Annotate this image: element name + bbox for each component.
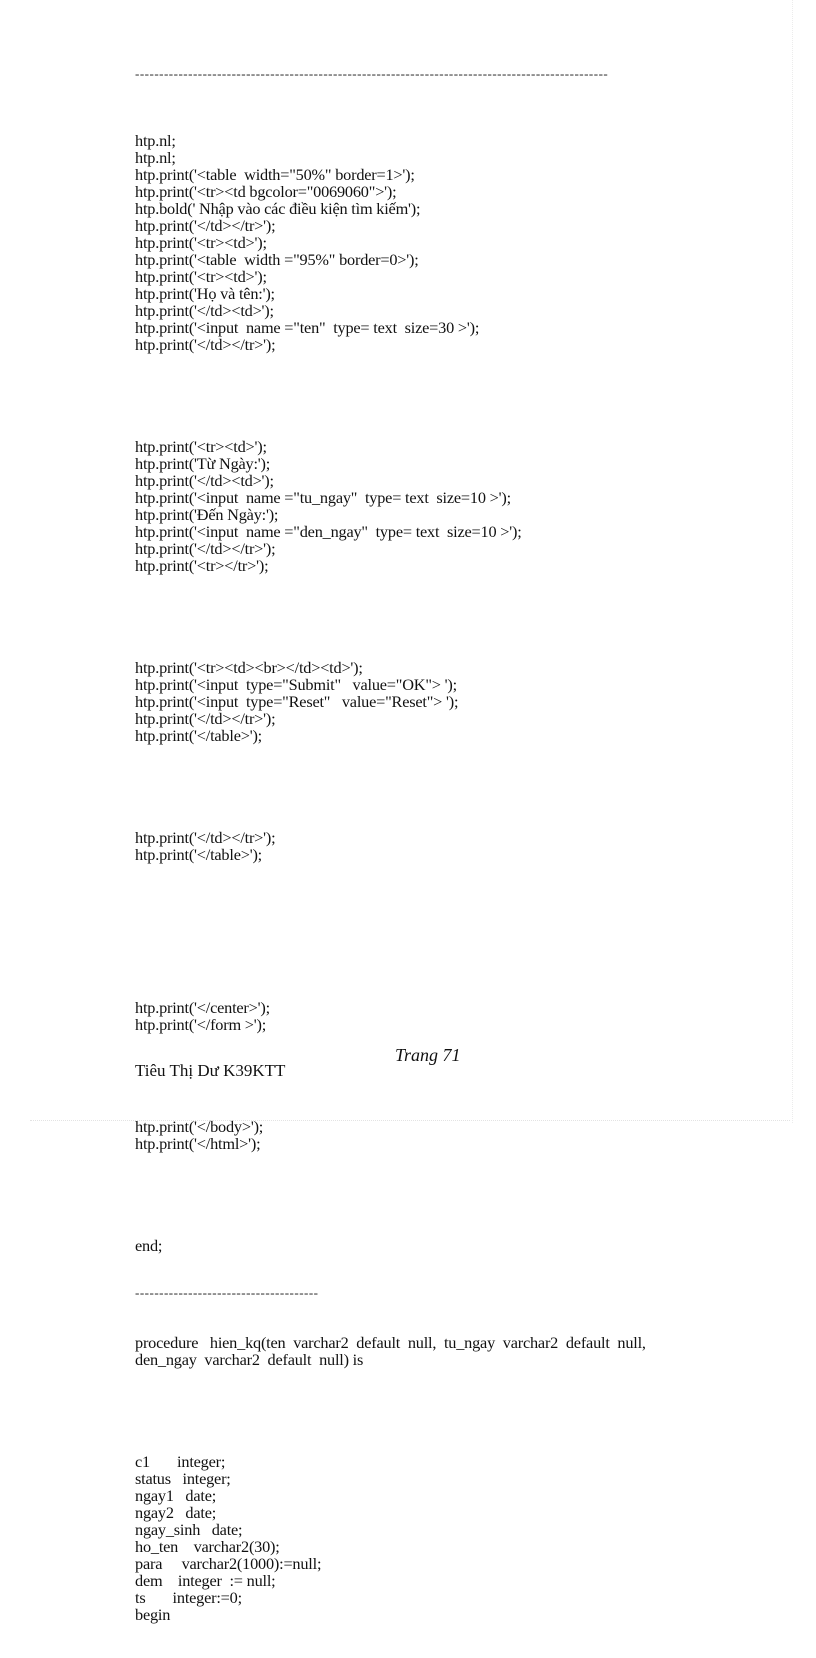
code-block-1: [135, 132, 755, 353]
code-line: procedure hien_kq(ten varchar2 default null, tu_ngay varchar2 default null,: [135, 1333, 646, 1352]
procedure-signature: [135, 1334, 755, 1368]
code-line: htp.print('<tr><td bgcolor="0069060">');: [135, 182, 397, 201]
code-line: htp.print('<table width="50%" border=1>');: [135, 165, 415, 184]
code-block-5: [135, 999, 755, 1033]
code-line: htp.bold(' Nhập vào các điều kiện tìm kiếm');: [135, 199, 421, 218]
middle-separator: --------------------------------------: [135, 1288, 319, 1300]
code-line: htp.print('<tr><td>');: [135, 267, 267, 286]
code-line: htp.print('<input type="Reset" value="Reset"> ');: [135, 692, 459, 711]
code-line: ngay1 date;: [135, 1486, 217, 1505]
code-line: htp.print('</td></tr>');: [135, 335, 276, 354]
code-line: htp.print('</table>');: [135, 845, 262, 864]
code-line: begin: [135, 1605, 171, 1624]
code-line: htp.print('<tr></tr>');: [135, 556, 269, 575]
code-block-4: [135, 829, 755, 863]
code-line: htp.print('Họ và tên:');: [135, 284, 275, 303]
code-line: htp.print('</form >');: [135, 1015, 267, 1034]
code-line: htp.print('<input name ="den_ngay" type= text size=10 >');: [135, 522, 522, 541]
code-line: dem integer := null;: [135, 1571, 276, 1590]
right-border: [792, 0, 793, 1123]
code-line: ngay_sinh date;: [135, 1520, 243, 1539]
code-line: htp.print('</center>');: [135, 998, 270, 1017]
code-line: htp.print('<tr><td><br></td><td>');: [135, 658, 363, 677]
code-line: htp.print('<input type="Submit" value="OK"> ');: [135, 675, 457, 694]
code-line: htp.print('Đến Ngày:');: [135, 505, 279, 524]
variable-declarations: [135, 1453, 755, 1623]
code-line: htp.nl;: [135, 148, 176, 167]
code-line: htp.print('</td></tr>');: [135, 709, 276, 728]
top-separator: --------------------------------------------------------------------------------------------------: [135, 66, 609, 81]
code-line: htp.print('</html>');: [135, 1134, 261, 1153]
code-block-6: [135, 1118, 755, 1152]
code-line: htp.print('</td></tr>');: [135, 539, 276, 558]
code-line: ts integer:=0;: [135, 1588, 242, 1607]
code-line: htp.print('Từ Ngày:');: [135, 454, 271, 473]
page-number: Trang 71: [395, 1045, 461, 1065]
code-line: status integer;: [135, 1469, 231, 1488]
code-line: htp.print('<table width ="95%" border=0>');: [135, 250, 419, 269]
code-line: htp.print('<tr><td>');: [135, 233, 267, 252]
code-line: htp.print('<input name ="tu_ngay" type= text size=10 >');: [135, 488, 511, 507]
code-line: htp.print('<tr><td>');: [135, 437, 267, 456]
code-line: den_ngay varchar2 default null) is: [135, 1350, 364, 1369]
code-line: htp.print('<input name ="ten" type= text size=30 >');: [135, 318, 480, 337]
code-line: ho_ten varchar2(30);: [135, 1537, 280, 1556]
code-line: htp.print('</td><td>');: [135, 471, 274, 490]
code-line: c1 integer;: [135, 1452, 226, 1471]
code-line: htp.print('</td></tr>');: [135, 216, 276, 235]
code-line: htp.print('</table>');: [135, 726, 262, 745]
code-block-3: [135, 659, 755, 744]
code-line: ngay2 date;: [135, 1503, 217, 1522]
code-line: htp.print('</td><td>');: [135, 301, 274, 320]
code-line: htp.print('</body>');: [135, 1117, 264, 1136]
bottom-border: [30, 1120, 790, 1121]
end-statement: end;: [135, 1236, 163, 1255]
code-line: para varchar2(1000):=null;: [135, 1554, 322, 1573]
code-block-2: [135, 438, 755, 574]
code-line: htp.nl;: [135, 131, 176, 150]
code-line: htp.print('</td></tr>');: [135, 828, 276, 847]
author-footer: Tiêu Thị Dư K39KTT: [135, 1061, 286, 1080]
code-listing: [135, 98, 755, 1657]
